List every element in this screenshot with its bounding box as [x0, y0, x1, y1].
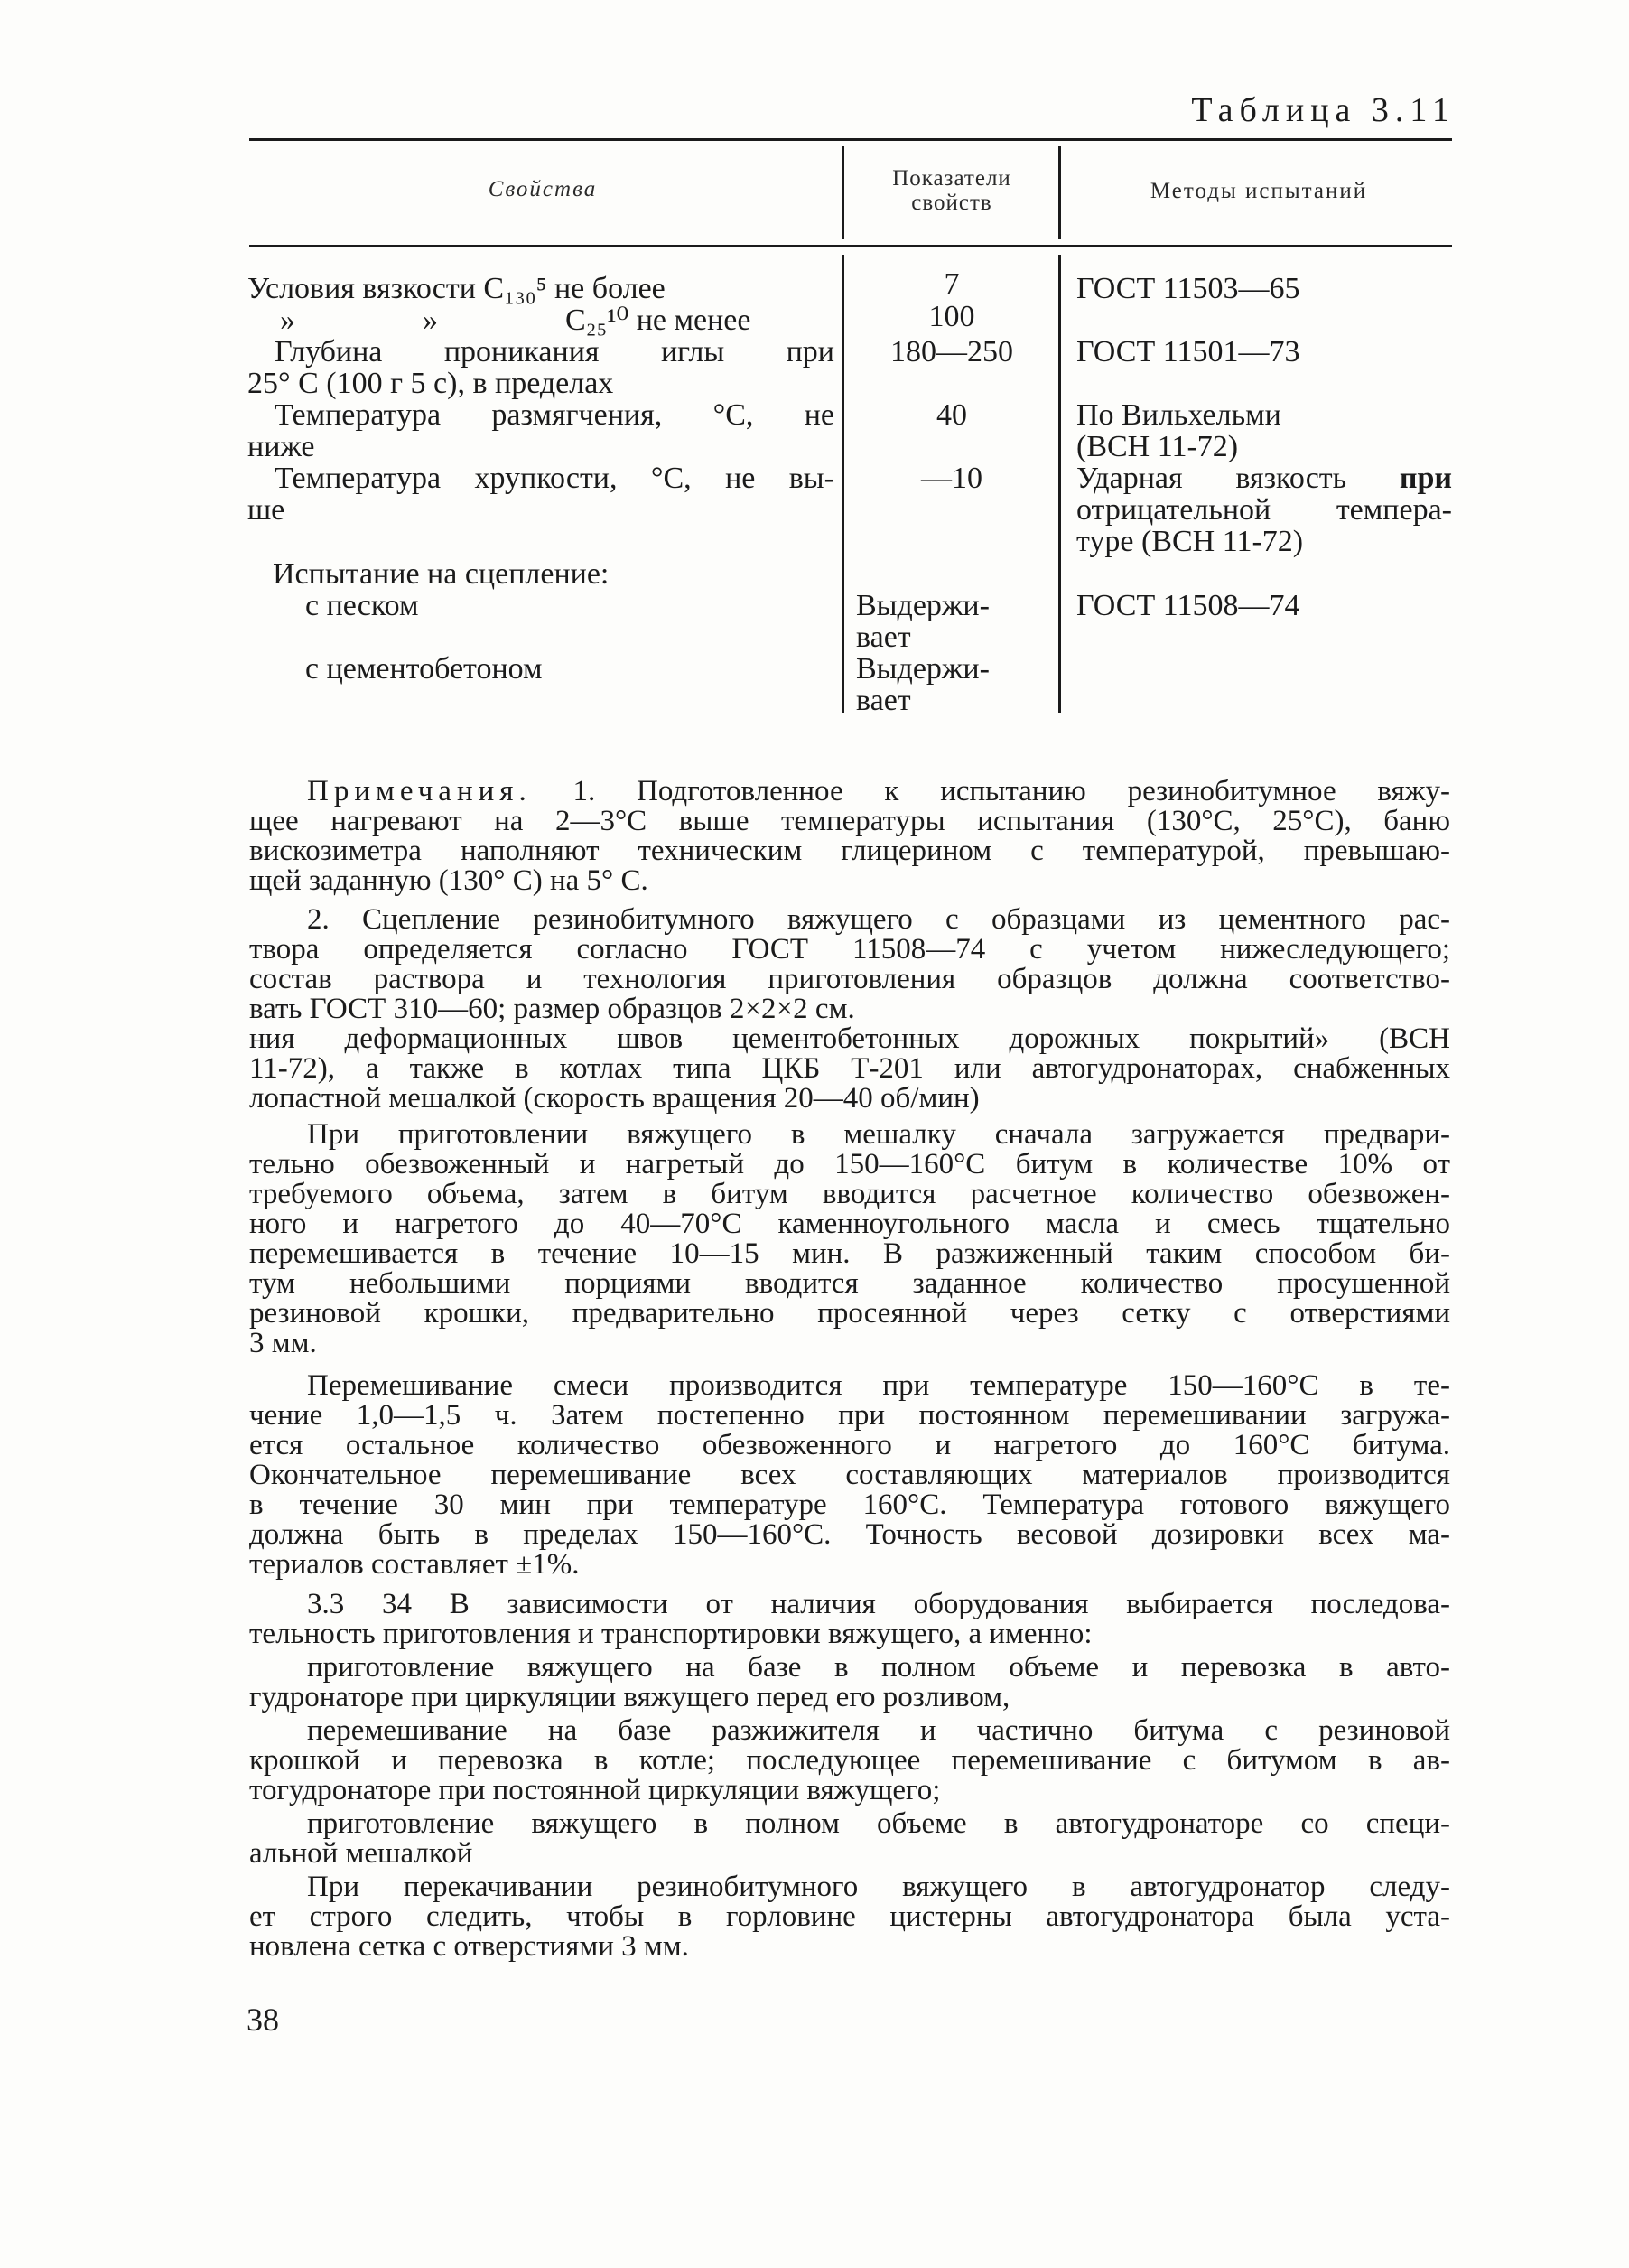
- paragraph: [249, 1809, 1450, 1869]
- text-line: 11-72), а также в котлах типа ЦКБ Т-201 или автогудронаторах, снабженных: [249, 1052, 1450, 1085]
- text-line: чение 1,0—1,5 ч. Затем постепенно при постоянном перемешивании загружа-: [249, 1399, 1450, 1432]
- text-line: перемешивается в течение 10—15 мин. В разжиженный таким способом би-: [249, 1237, 1450, 1270]
- text-line: резиновой крошки, предварительно просеянной через сетку с отверстиями: [249, 1297, 1450, 1330]
- word: °С,: [650, 462, 692, 495]
- header-methods: Методы испытаний: [1150, 179, 1368, 203]
- word: отрицательной: [1076, 493, 1271, 527]
- word: Температура: [275, 462, 442, 495]
- paragraph: [249, 1120, 1450, 1358]
- table-cell-value: 100: [928, 300, 975, 333]
- text-line: При перекачивании резинобитумного вяжущего в автогудронатор следу-: [307, 1871, 1450, 1903]
- table-header-rule: [249, 245, 1452, 247]
- table-cell-method: ГОСТ 11503—65: [1076, 272, 1300, 305]
- table-caption: Таблица 3.11: [1191, 91, 1456, 129]
- page-number: 38: [247, 2002, 279, 2038]
- text-line: ется остальное количество обезвоженного и нагретого до 160°С битума.: [249, 1429, 1450, 1461]
- table-cell-value: Выдержи-: [856, 652, 990, 686]
- word: вы-: [788, 462, 834, 495]
- table-cell-property: C₂₅¹⁰ не менее: [565, 303, 751, 337]
- text-line: альной мешалкой: [249, 1837, 473, 1870]
- text-line: тельно обезвоженный и нагретый до 150—160°С битум в количестве 10% от: [249, 1148, 1450, 1181]
- text-line: щей заданную (130° С) на 5° С.: [249, 864, 648, 897]
- table-cell-property: [247, 399, 834, 431]
- table-divider: [842, 255, 844, 713]
- text-fragment: 1. Подготовленное к испытанию резинобитумное вяжу-: [572, 775, 1450, 807]
- text-line: щее нагревают на 2—3°С выше температуры испытания (130°С, 25°С), баню: [249, 805, 1450, 837]
- text-line: тум небольшими порциями вводится заданное количество просушенной: [249, 1267, 1450, 1300]
- text-line: При приготовлении вяжущего в мешалку сначала загружается предвари-: [307, 1118, 1450, 1151]
- notes-label: Примечания.: [307, 775, 532, 807]
- table-cell-method: [1076, 494, 1452, 526]
- table-cell-method: ГОСТ 11508—74: [1076, 589, 1300, 622]
- word: не: [725, 462, 756, 495]
- table-cell-property: Испытание на сцепление:: [273, 557, 610, 591]
- text-line: 3.3 34 В зависимости от наличия оборудования выбирается последова-: [307, 1588, 1450, 1620]
- header-values-line1: Показатели: [892, 166, 1011, 191]
- text-line: ния деформационных швов цементобетонных дорожных покрытий» (ВСН: [249, 1022, 1450, 1055]
- paragraph: [249, 1024, 1450, 1114]
- text-line: вать ГОСТ 310—60; размер образцов 2×2×2 см.: [249, 993, 855, 1025]
- table-cell-property: ниже: [247, 430, 315, 463]
- text-line: 3 мм.: [249, 1327, 317, 1359]
- text-line: 2. Сцепление резинобитумного вяжущего с образцами из цементного рас-: [307, 903, 1450, 936]
- header-values-line2: свойств: [911, 191, 992, 215]
- text-line: состав раствора и технология приготовления образцов должна соответство-: [249, 963, 1450, 995]
- paragraph: [249, 1716, 1450, 1806]
- paragraph: [249, 1872, 1450, 1962]
- word: вязкость: [1235, 462, 1347, 495]
- table-cell-ditto: »: [280, 303, 295, 337]
- word: Ударная: [1076, 462, 1183, 495]
- header-properties: Свойства: [488, 177, 598, 201]
- word: при: [786, 335, 834, 369]
- text-line: ет строго следить, чтобы в горловине цистерны автогудронатора была уста-: [249, 1900, 1450, 1933]
- text-line: ного и нагретого до 40—70°С каменноугольного масла и смесь тщательно: [249, 1208, 1450, 1240]
- text-line: Перемешивание смеси производится при температуре 150—160°С в те-: [307, 1369, 1450, 1402]
- table-cell-value: вает: [856, 684, 911, 717]
- table-divider: [1058, 146, 1061, 239]
- text-line: крошкой и перевозка в котле; последующее перемешивание с битумом в ав-: [249, 1744, 1450, 1777]
- table-cell-property: 25° С (100 г 5 с), в пределах: [247, 367, 614, 400]
- word: Температура: [275, 398, 442, 432]
- table-cell-property: ше: [247, 493, 285, 527]
- table-cell-property: с цементобетоном: [305, 652, 543, 686]
- table-divider: [842, 146, 844, 239]
- text-line: Окончательное перемешивание всех составляющих материалов производится: [249, 1459, 1450, 1491]
- text-line: лопастной мешалкой (скорость вращения 20—40 об/мин): [249, 1082, 980, 1115]
- table-divider: [1058, 255, 1061, 713]
- paragraph: [249, 1590, 1450, 1649]
- text-line: перемешивание на базе разжижителя и частично битума с резиновой: [307, 1714, 1450, 1747]
- text-line: приготовление вяжущего в полном объеме в автогудронаторе со специ-: [307, 1807, 1450, 1840]
- word: проникания: [443, 335, 600, 369]
- text-line: требуемого объема, затем в битум вводится расчетное количество обезвожен-: [249, 1178, 1450, 1210]
- word: темпера-: [1336, 493, 1452, 527]
- header-values: [849, 166, 1055, 215]
- text-line: тогудронаторе при постоянной циркуляции вяжущего;: [249, 1774, 941, 1806]
- paragraph: [249, 1371, 1450, 1580]
- paragraph: [249, 1653, 1450, 1713]
- text-line: должна быть в пределах 150—160°С. Точность весовой дозировки всех ма-: [249, 1518, 1450, 1551]
- note-2: [249, 905, 1450, 1024]
- word: °С,: [712, 398, 754, 432]
- table-cell-property: Условия вязкости C₁₃₀⁵ не более: [247, 272, 666, 305]
- text-line: новлена сетка с отверстиями 3 мм.: [249, 1930, 689, 1963]
- word: не: [804, 398, 834, 432]
- table-cell-method: [1076, 462, 1452, 494]
- text-line: приготовление вяжущего на базе в полном объеме и перевозка в авто-: [307, 1651, 1450, 1684]
- word: Глубина: [275, 335, 383, 369]
- table-cell-value: вает: [856, 621, 911, 654]
- table-cell-method: ГОСТ 11501—73: [1076, 335, 1300, 369]
- table-cell-property: с песком: [305, 589, 419, 622]
- text-line: териалов составляет ±1%.: [249, 1548, 580, 1581]
- word: размягчения,: [491, 398, 663, 432]
- table-cell-value: 180—250: [890, 335, 1013, 369]
- table-cell-method: (ВСН 11-72): [1076, 430, 1239, 463]
- text-line: в течение 30 мин при температуре 160°С. Температура готового вяжущего: [249, 1489, 1450, 1521]
- table-cell-value: —10: [921, 462, 982, 495]
- table-cell-property: [247, 336, 834, 368]
- text-line: тельность приготовления и транспортировки вяжущего, а именно:: [249, 1618, 1093, 1650]
- text-line: [249, 777, 1450, 807]
- table-cell-method: туре (ВСН 11-72): [1076, 525, 1304, 558]
- table-cell-value: 40: [936, 398, 967, 432]
- word: при: [1399, 462, 1452, 495]
- table-cell-ditto: »: [423, 303, 438, 337]
- text-line: твора определяется согласно ГОСТ 11508—74 с учетом нижеследующего;: [249, 933, 1450, 966]
- note-1: [249, 777, 1450, 896]
- table-top-rule: [249, 138, 1452, 141]
- table-cell-value: 7: [944, 267, 960, 301]
- text-line: вискозиметра наполняют техническим глицерином с температурой, превышаю-: [249, 835, 1450, 867]
- table-cell-property: [247, 462, 834, 494]
- table-cell-value: Выдержи-: [856, 589, 990, 622]
- table-cell-method: По Вильхельми: [1076, 398, 1281, 432]
- word: иглы: [660, 335, 725, 369]
- text-line: гудронаторе при циркуляции вяжущего перед его розливом,: [249, 1681, 1010, 1713]
- word: хрупкости,: [474, 462, 618, 495]
